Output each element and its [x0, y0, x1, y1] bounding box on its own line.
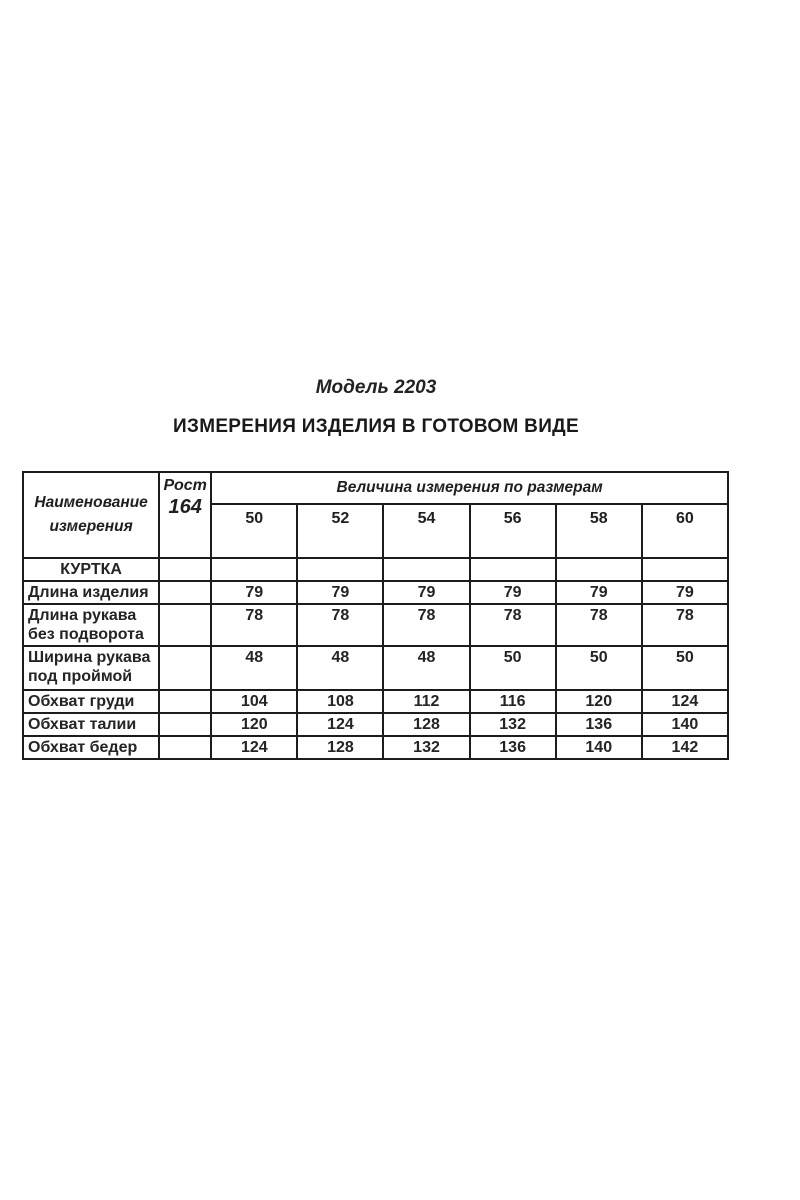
value-cell: 112 — [383, 690, 469, 713]
empty-cell — [159, 558, 211, 581]
document-content — [22, 377, 730, 760]
table-row — [23, 581, 728, 604]
empty-cell — [159, 646, 211, 690]
row-label: Обхват талии — [23, 713, 159, 736]
value-cell: 79 — [556, 581, 642, 604]
value-cell: 50 — [470, 646, 556, 690]
value-cell: 124 — [211, 736, 297, 759]
row-label: Обхват груди — [23, 690, 159, 713]
value-cell: 79 — [642, 581, 728, 604]
measurements-heading: ИЗМЕРЕНИЯ ИЗДЕЛИЯ В ГОТОВОМ ВИДЕ — [173, 416, 579, 437]
value-cell: 140 — [556, 736, 642, 759]
row-label: Ширина рукава под проймой — [23, 646, 159, 690]
value-cell: 124 — [642, 690, 728, 713]
value-cell: 120 — [556, 690, 642, 713]
empty-cell — [159, 604, 211, 646]
value-cell: 120 — [211, 713, 297, 736]
value-cell: 78 — [297, 604, 383, 646]
value-cell: 79 — [470, 581, 556, 604]
size-column-header-56: 56 — [470, 504, 556, 558]
value-cell: 104 — [211, 690, 297, 713]
row-label: Длина изделия — [23, 581, 159, 604]
value-cell: 132 — [383, 736, 469, 759]
height-value: 164 — [168, 496, 202, 518]
size-column-header-50: 50 — [211, 504, 297, 558]
value-cell: 78 — [556, 604, 642, 646]
height-label: Рост — [163, 477, 207, 494]
empty-cell — [159, 581, 211, 604]
size-table — [22, 471, 729, 760]
value-cell: 50 — [556, 646, 642, 690]
empty-cell — [159, 713, 211, 736]
value-cell: 128 — [383, 713, 469, 736]
table-header-row-1 — [23, 472, 728, 504]
measurement-name-header: Наименование измерения — [23, 472, 159, 558]
empty-cell — [159, 690, 211, 713]
value-cell: 79 — [211, 581, 297, 604]
value-cell: 48 — [211, 646, 297, 690]
value-cell: 78 — [211, 604, 297, 646]
size-column-header-54: 54 — [383, 504, 469, 558]
value-cell: 116 — [470, 690, 556, 713]
empty-cell — [642, 558, 728, 581]
value-cell: 78 — [383, 604, 469, 646]
value-cell: 124 — [297, 713, 383, 736]
table-row — [23, 646, 728, 690]
value-cell: 79 — [383, 581, 469, 604]
value-cell: 132 — [470, 713, 556, 736]
value-cell: 136 — [556, 713, 642, 736]
section-row — [23, 558, 728, 581]
size-column-header-52: 52 — [297, 504, 383, 558]
sizes-title-header: Величина измерения по размерам — [211, 472, 728, 504]
size-column-header-58: 58 — [556, 504, 642, 558]
table-row — [23, 690, 728, 713]
table-row — [23, 736, 728, 759]
empty-cell — [383, 558, 469, 581]
value-cell: 78 — [642, 604, 728, 646]
value-cell: 128 — [297, 736, 383, 759]
value-cell: 108 — [297, 690, 383, 713]
value-cell: 48 — [383, 646, 469, 690]
empty-cell — [297, 558, 383, 581]
value-cell: 136 — [470, 736, 556, 759]
size-column-header-60: 60 — [642, 504, 728, 558]
section-label: КУРТКА — [23, 558, 159, 581]
value-cell: 50 — [642, 646, 728, 690]
height-header — [159, 472, 211, 558]
value-cell: 142 — [642, 736, 728, 759]
empty-cell — [556, 558, 642, 581]
value-cell: 79 — [297, 581, 383, 604]
table-row — [23, 713, 728, 736]
row-label: Обхват бедер — [23, 736, 159, 759]
empty-cell — [159, 736, 211, 759]
value-cell: 48 — [297, 646, 383, 690]
empty-cell — [470, 558, 556, 581]
model-title: Модель 2203 — [315, 377, 437, 398]
row-label: Длина рукава без подворота — [23, 604, 159, 646]
table-row — [23, 604, 728, 646]
value-cell: 140 — [642, 713, 728, 736]
empty-cell — [211, 558, 297, 581]
value-cell: 78 — [470, 604, 556, 646]
